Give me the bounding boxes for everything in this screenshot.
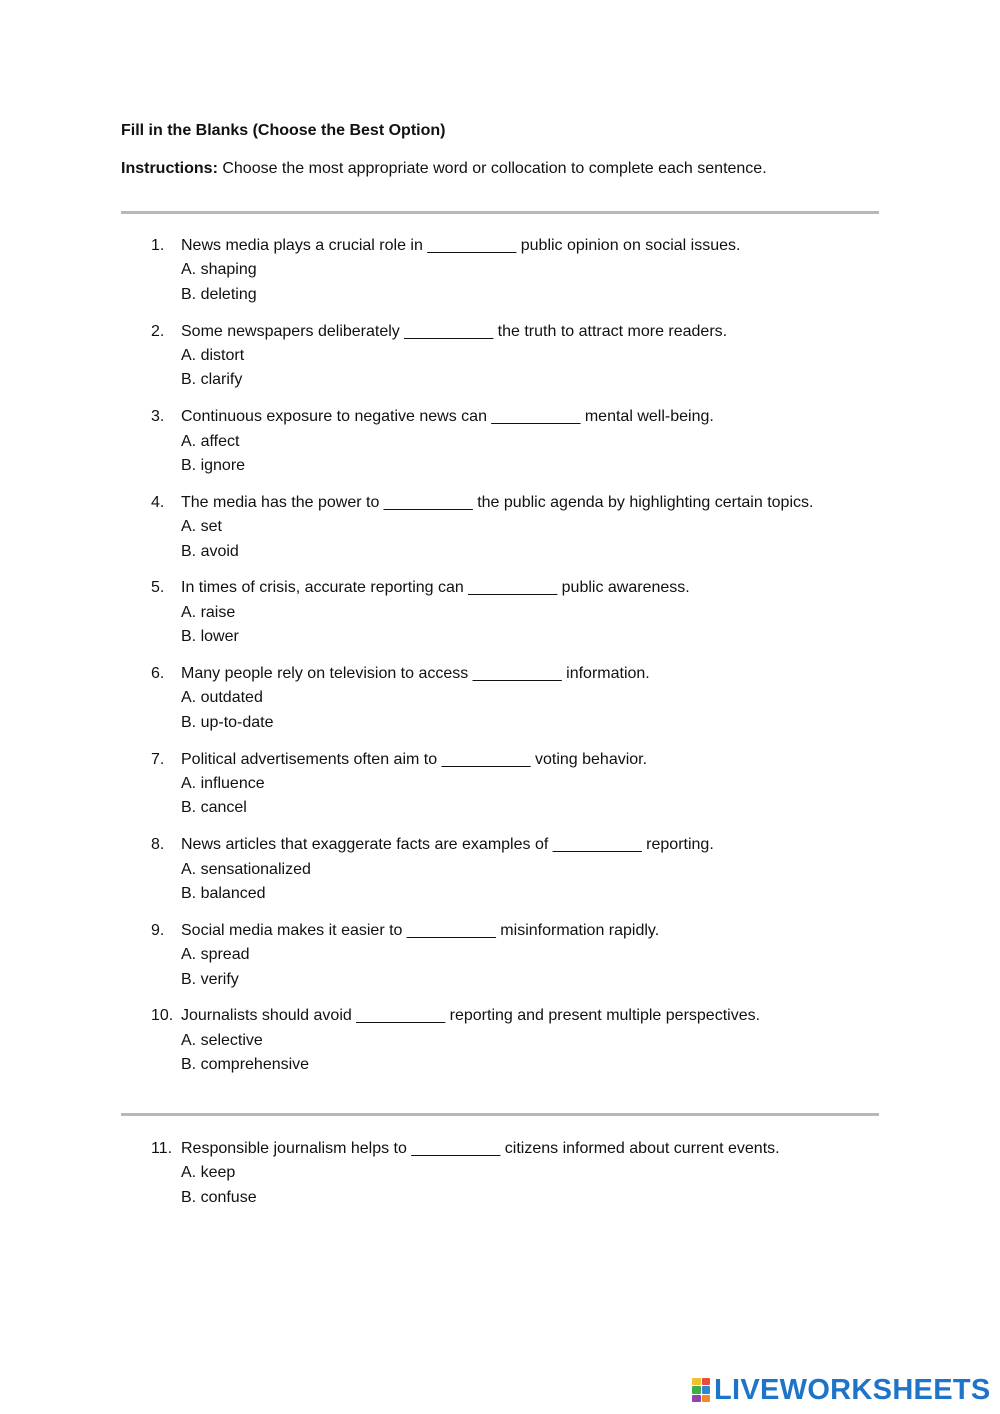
- question-item: [151, 576, 891, 649]
- option-b[interactable]: B. deleting: [181, 285, 257, 303]
- question-text: Journalists should avoid __________ reporting and present multiple perspectives.: [181, 1007, 761, 1025]
- instructions-text: Choose the most appropriate word or collocation to complete each sentence.: [217, 160, 767, 177]
- option-a[interactable]: A. sensationalized: [181, 860, 311, 878]
- instructions-label: Instructions:: [121, 160, 218, 177]
- divider-bottom: [121, 1113, 879, 1116]
- question-item: [151, 919, 891, 992]
- option-b[interactable]: B. ignore: [181, 457, 246, 475]
- logo-mark-cell: [692, 1378, 701, 1385]
- question-number: 7.: [151, 750, 165, 768]
- option-b[interactable]: B. confuse: [181, 1188, 257, 1206]
- option-b[interactable]: B. avoid: [181, 542, 239, 560]
- question-number: 9.: [151, 921, 165, 939]
- option-a[interactable]: A. affect: [181, 432, 240, 450]
- option-a[interactable]: A. keep: [181, 1164, 236, 1182]
- question-list: [151, 234, 891, 1090]
- question-text: Many people rely on television to access __________ information.: [181, 665, 650, 683]
- question-text: Continuous exposure to negative news can __________ mental well-being.: [181, 408, 714, 426]
- logo-mark-cell: [702, 1395, 711, 1402]
- question-number: 3.: [151, 408, 165, 426]
- divider-top: [121, 211, 879, 214]
- question-number: 10.: [151, 1007, 174, 1025]
- question-number: 6.: [151, 665, 165, 683]
- option-a[interactable]: A. outdated: [181, 689, 263, 707]
- question-text: Social media makes it easier to __________ misinformation rapidly.: [181, 921, 660, 939]
- question-item: [151, 1004, 891, 1077]
- logo-mark-icon: [692, 1378, 710, 1402]
- question-item: [151, 491, 891, 564]
- question-list-continued: [151, 1137, 891, 1223]
- question-text: Responsible journalism helps to __________ citizens informed about current events.: [181, 1140, 780, 1157]
- question-item: [151, 320, 891, 393]
- question-item: [151, 748, 891, 821]
- option-a[interactable]: A. set: [181, 518, 222, 536]
- option-a[interactable]: A. shaping: [181, 261, 257, 279]
- logo-text: LIVEWORKSHEETS: [714, 1373, 991, 1406]
- option-a[interactable]: A. raise: [181, 603, 236, 621]
- question-item: [151, 662, 891, 735]
- question-number: 2.: [151, 322, 165, 340]
- question-text: News media plays a crucial role in __________ public opinion on social issues.: [181, 237, 741, 254]
- option-b[interactable]: B. balanced: [181, 885, 266, 903]
- question-number: 1.: [151, 237, 165, 254]
- instructions: [121, 160, 767, 178]
- logo-mark-cell: [702, 1386, 711, 1393]
- logo-mark-cell: [692, 1386, 701, 1393]
- question-text: News articles that exaggerate facts are examples of __________ reporting.: [181, 836, 714, 854]
- option-a[interactable]: A. selective: [181, 1031, 263, 1049]
- option-b[interactable]: B. up-to-date: [181, 713, 274, 731]
- option-b[interactable]: B. cancel: [181, 799, 247, 817]
- logo-mark-cell: [702, 1378, 711, 1385]
- question-text: The media has the power to __________ the public agenda by highlighting certain topics.: [181, 493, 814, 511]
- question-item: [151, 405, 891, 478]
- page-title: Fill in the Blanks (Choose the Best Option): [121, 122, 446, 139]
- option-b[interactable]: B. lower: [181, 628, 239, 646]
- option-a[interactable]: A. spread: [181, 946, 250, 964]
- liveworksheets-logo[interactable]: [692, 1374, 991, 1406]
- option-b[interactable]: B. clarify: [181, 371, 243, 389]
- question-text: Some newspapers deliberately __________ the truth to attract more readers.: [181, 322, 728, 340]
- option-a[interactable]: A. influence: [181, 775, 265, 793]
- option-b[interactable]: B. comprehensive: [181, 1056, 310, 1074]
- question-item: [151, 1137, 891, 1210]
- logo-mark-cell: [692, 1395, 701, 1402]
- question-number: 8.: [151, 836, 165, 854]
- question-number: 5.: [151, 579, 165, 597]
- question-text: In times of crisis, accurate reporting can __________ public awareness.: [181, 579, 690, 597]
- question-number: 4.: [151, 493, 165, 511]
- question-item: [151, 234, 891, 307]
- question-text: Political advertisements often aim to __________ voting behavior.: [181, 750, 648, 768]
- option-b[interactable]: B. verify: [181, 970, 239, 988]
- question-number: 11.: [151, 1140, 173, 1157]
- option-a[interactable]: A. distort: [181, 347, 245, 365]
- question-item: [151, 833, 891, 906]
